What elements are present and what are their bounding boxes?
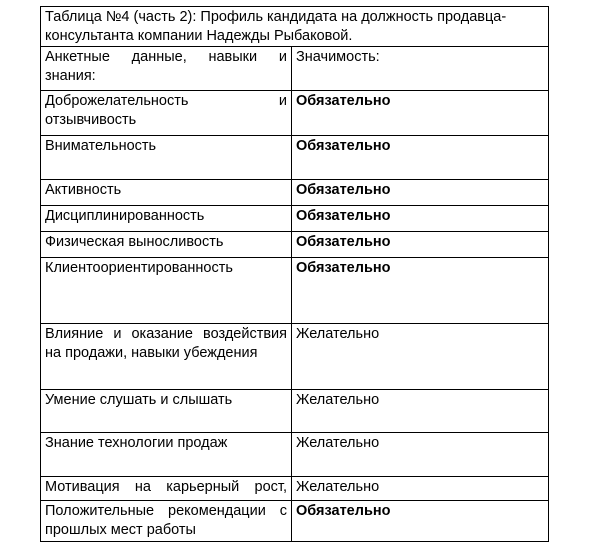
quality-cell: Дисциплинированность bbox=[41, 206, 292, 232]
quality-cell: Умение слушать и слышать bbox=[41, 390, 292, 433]
table-row bbox=[41, 501, 549, 542]
importance-cell: Обязательно bbox=[292, 180, 549, 206]
quality-cell: Внимательность bbox=[41, 136, 292, 180]
candidate-profile-table bbox=[40, 6, 549, 542]
table-title: Таблица №4 (часть 2): Профиль кандидата на должность продавца-консультанта компании Надежды Рыбаковой. bbox=[41, 7, 549, 47]
importance-cell: Обязательно bbox=[292, 232, 549, 258]
importance-cell: Обязательно bbox=[292, 501, 549, 542]
quality-cell: Знание технологии продаж bbox=[41, 433, 292, 477]
importance-cell: Обязательно bbox=[292, 91, 549, 136]
quality-cell: Положительные рекомендации с прошлых мест работы bbox=[41, 501, 292, 542]
quality-cell: Доброжелательность и отзывчивость bbox=[41, 91, 292, 136]
table-row bbox=[41, 477, 549, 501]
table-row bbox=[41, 91, 549, 136]
importance-cell: Обязательно bbox=[292, 136, 549, 180]
table-row bbox=[41, 232, 549, 258]
table-row bbox=[41, 324, 549, 390]
importance-cell: Желательно bbox=[292, 477, 549, 501]
importance-cell: Желательно bbox=[292, 433, 549, 477]
importance-cell: Обязательно bbox=[292, 206, 549, 232]
importance-cell: Желательно bbox=[292, 324, 549, 390]
table-header-row bbox=[41, 47, 549, 91]
table-row bbox=[41, 180, 549, 206]
table-row bbox=[41, 206, 549, 232]
header-importance: Значимость: bbox=[292, 47, 549, 91]
table-row bbox=[41, 433, 549, 477]
quality-cell: Клиентоориентированность bbox=[41, 258, 292, 324]
table-row bbox=[41, 390, 549, 433]
quality-cell: Активность bbox=[41, 180, 292, 206]
table-row bbox=[41, 258, 549, 324]
header-quality: Анкетные данные, навыки и знания: bbox=[41, 47, 292, 91]
importance-cell: Обязательно bbox=[292, 258, 549, 324]
importance-cell: Желательно bbox=[292, 390, 549, 433]
quality-cell: Физическая выносливость bbox=[41, 232, 292, 258]
quality-cell: Влияние и оказание воздействия на продажи, навыки убеждения bbox=[41, 324, 292, 390]
table-row bbox=[41, 136, 549, 180]
table-title-row bbox=[41, 7, 549, 47]
quality-cell: Мотивация на карьерный рост, bbox=[41, 477, 292, 501]
